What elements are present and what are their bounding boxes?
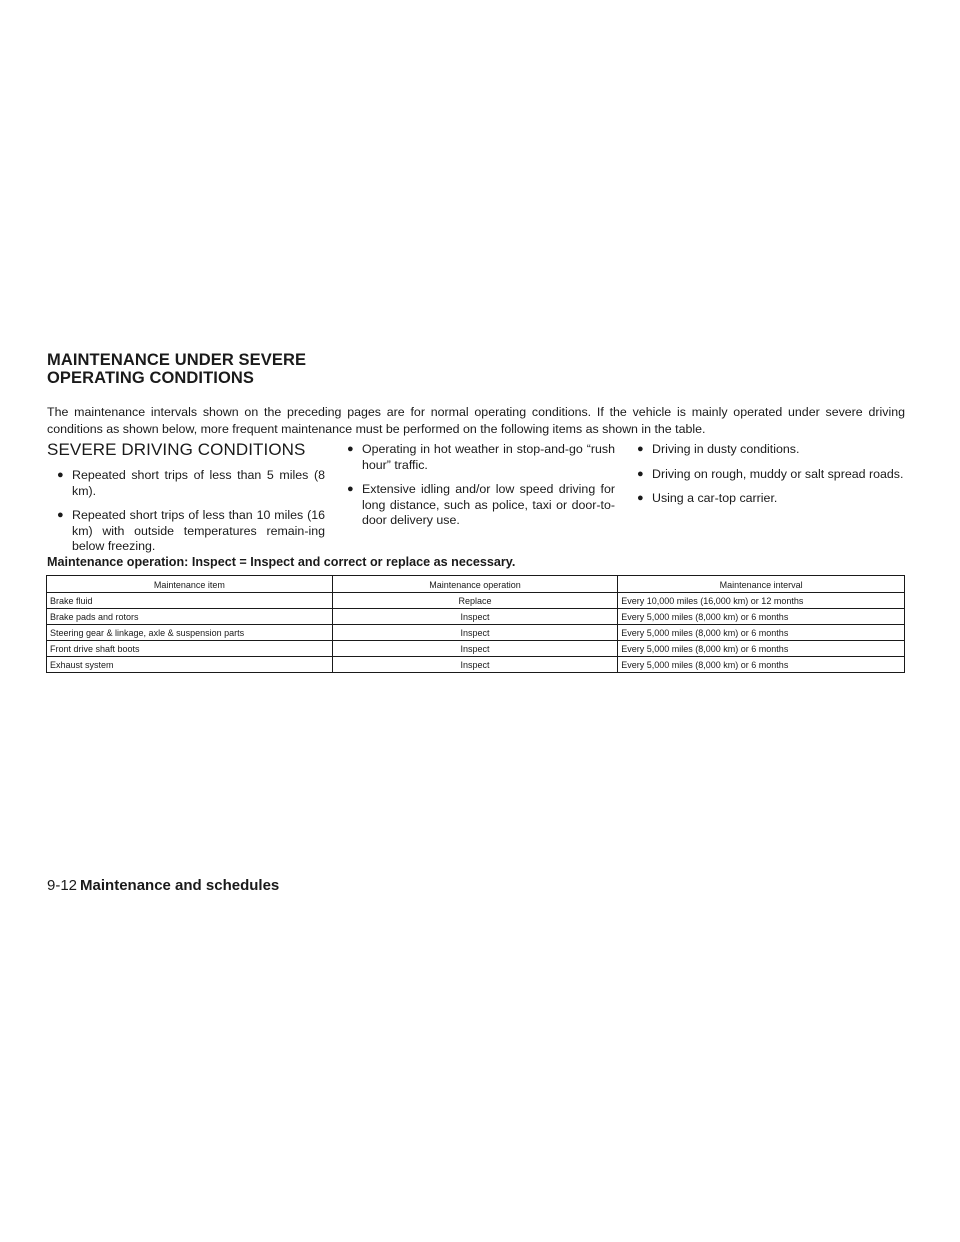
cell-item: Front drive shaft boots <box>47 641 333 657</box>
table-caption: Maintenance operation: Inspect = Inspect and correct or replace as necessary. <box>47 555 516 569</box>
column-header-operation: Maintenance operation <box>332 576 617 593</box>
bullet-icon: ● <box>57 469 64 481</box>
condition-item <box>627 491 905 507</box>
conditions-title: SEVERE DRIVING CONDITIONS <box>47 440 306 459</box>
cell-interval: Every 5,000 miles (8,000 km) or 6 months <box>618 609 905 625</box>
cell-operation: Inspect <box>332 657 617 673</box>
page-number: 9-12 <box>47 877 78 894</box>
condition-item <box>47 508 325 555</box>
page-heading-line-1: MAINTENANCE UNDER SEVERE <box>47 351 307 369</box>
page-heading <box>47 351 306 387</box>
bullet-icon: ● <box>637 492 644 504</box>
severe-conditions-section <box>47 440 905 553</box>
cell-operation: Inspect <box>332 641 617 657</box>
intro-paragraph: The maintenance intervals shown on the preceding pages are for normal operating conditions. If the vehicle is mainly operated under severe driving conditions as shown below, more frequent maintenance must be performed on the following items as shown in the table. <box>47 405 905 436</box>
page-heading-line-2: OPERATING CONDITIONS <box>47 369 255 387</box>
condition-text: Repeated short trips of less than 5 miles (8 km). <box>72 468 325 498</box>
condition-item <box>337 442 615 473</box>
table-row <box>47 625 905 641</box>
cell-interval: Every 5,000 miles (8,000 km) or 6 months <box>618 657 905 673</box>
conditions-column-3 <box>627 442 905 516</box>
conditions-list-2 <box>337 442 615 529</box>
cell-item: Steering gear & linkage, axle & suspension parts <box>47 625 333 641</box>
conditions-list-1 <box>47 468 325 555</box>
column-header-item: Maintenance item <box>47 576 333 593</box>
page-footer <box>47 877 279 895</box>
table-header-row <box>47 576 905 593</box>
condition-item <box>627 442 905 458</box>
cell-operation: Replace <box>332 593 617 609</box>
bullet-icon: ● <box>637 443 644 455</box>
condition-text: Driving on rough, muddy or salt spread roads. <box>652 466 904 481</box>
condition-text: Driving in dusty conditions. <box>652 442 800 456</box>
conditions-column-1 <box>47 440 325 564</box>
condition-text: Extensive idling and/or low speed driving for long distance, such as police, taxi or door-to-door delivery use. <box>362 482 615 527</box>
cell-item: Exhaust system <box>47 657 333 673</box>
bullet-icon: ● <box>347 443 354 455</box>
cell-operation: Inspect <box>332 609 617 625</box>
condition-item <box>627 467 905 483</box>
condition-item <box>47 468 325 499</box>
conditions-column-2 <box>337 442 615 538</box>
bullet-icon: ● <box>347 483 354 495</box>
table-row <box>47 593 905 609</box>
table-row <box>47 641 905 657</box>
cell-interval: Every 5,000 miles (8,000 km) or 6 months <box>618 625 905 641</box>
bullet-icon: ● <box>637 467 644 480</box>
cell-item: Brake pads and rotors <box>47 609 333 625</box>
condition-text: Using a car-top carrier. <box>652 491 778 505</box>
condition-item <box>337 482 615 529</box>
condition-text: Operating in hot weather in stop-and-go “rush hour” traffic. <box>362 442 615 472</box>
maintenance-table <box>46 575 905 673</box>
footer-section-title: Maintenance and schedules <box>80 877 280 894</box>
condition-text: Repeated short trips of less than 10 miles (16 km) with outside temperatures remain-ing below freezing. <box>72 508 325 553</box>
table-row <box>47 609 905 625</box>
column-header-interval: Maintenance interval <box>618 576 905 593</box>
table-row <box>47 657 905 673</box>
bullet-icon: ● <box>57 509 64 521</box>
conditions-list-3 <box>627 442 905 507</box>
cell-item: Brake fluid <box>47 593 333 609</box>
cell-interval: Every 5,000 miles (8,000 km) or 6 months <box>618 641 905 657</box>
cell-operation: Inspect <box>332 625 617 641</box>
cell-interval: Every 10,000 miles (16,000 km) or 12 months <box>618 593 905 609</box>
